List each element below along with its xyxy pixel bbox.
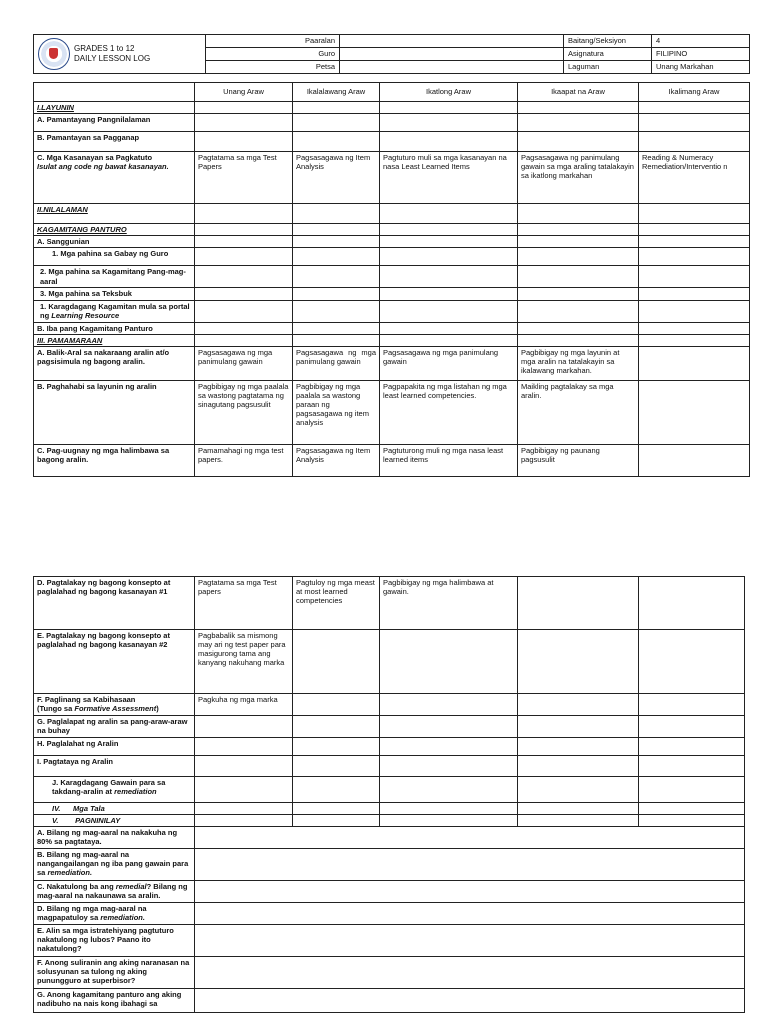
cell-d-day3[interactable]: Pagbibigay ng mga halimbawa at gawain.: [380, 577, 518, 630]
cell-paghahabi-day2[interactable]: Pagbibigay ng mga paalala sa wastong paraan ng pagsasagawa ng item analysis: [293, 380, 380, 444]
colhead-day2: Ikalalawang Araw: [293, 83, 380, 102]
colhead-blank: [34, 83, 195, 102]
row-pagtalakay-1: D. Pagtalakay ng bagong konsepto at paglalahad ng bagong kasanayan #1: [34, 577, 195, 630]
cell-f-day1[interactable]: Pagkuha ng mga marka: [195, 694, 293, 716]
header-table: [33, 34, 750, 74]
row-reflection-b: B. Bilang ng mag-aaral na nangangailangan ng iba pang gawain para sa remediation.: [34, 848, 195, 880]
row-iba-pang: B. Iba pang Kagamitang Panturo: [34, 322, 195, 334]
label-baitang: Baitang/Seksiyon: [564, 35, 652, 48]
cell-paghahabi-day3[interactable]: Pagpapakita ng mga listahan ng mga least learned competencies.: [380, 380, 518, 444]
cell-c-day3[interactable]: Pagtuturo muli sa mga kasanayan na nasa Least Learned Items: [380, 152, 518, 204]
cell-e-day5[interactable]: [639, 630, 745, 694]
row-pamantayang-pangnilalaman: A. Pamantayang Pangnilalaman: [34, 114, 195, 132]
row-pagninilay: V. PAGNINILAY: [34, 815, 195, 827]
cell-c-day2[interactable]: Pagsasagawa ng Item Analysis: [293, 152, 380, 204]
lesson-table-part2: [33, 576, 745, 1013]
row-reflection-c: C. Nakatulong ba ang remedial? Bilang ng mag-aaral na nakaunawa sa aralin.: [34, 880, 195, 902]
cell-e-day4[interactable]: [518, 630, 639, 694]
row-reflection-d: D. Bilang ng mga mag-aaral na magpapatuloy sa remediation.: [34, 902, 195, 924]
cell-balik-day4[interactable]: Pagbibigay ng mga layunin at mga aralin na tatalakayin sa ikalawang markahan.: [518, 346, 639, 380]
row-paglalahat: H. Paglalahat ng Aralin: [34, 738, 195, 756]
value-petsa[interactable]: [340, 61, 564, 74]
value-asignatura[interactable]: FILIPINO: [652, 48, 750, 61]
label-paaralan: Paaralan: [206, 35, 340, 48]
cell-d-day5[interactable]: [639, 577, 745, 630]
lesson-table-part1: [33, 82, 750, 477]
cell-d-day4[interactable]: [518, 577, 639, 630]
value-baitang[interactable]: 4: [652, 35, 750, 48]
cell-ugnay-day5[interactable]: [639, 444, 750, 476]
cell-f-day4[interactable]: [518, 694, 639, 716]
colhead-day4: Ikaapat na Araw: [518, 83, 639, 102]
cell-c-day5[interactable]: Reading & Numeracy Remediation/Interventio n: [639, 152, 750, 204]
cell-f-day5[interactable]: [639, 694, 745, 716]
row-karagdagang-gawain: J. Karagdagang Gawain para sa takdang-aralin at remediation: [34, 777, 195, 803]
colhead-day3: Ikatlong Araw: [380, 83, 518, 102]
kasanayan-label: C. Mga Kasanayan sa Pagkatuto: [37, 153, 153, 163]
row-paglalapat: G. Paglalapat ng aralin sa pang-araw-araw na buhay: [34, 716, 195, 738]
cell-paghahabi-day5[interactable]: [639, 380, 750, 444]
label-laguman: Laguman: [564, 61, 652, 74]
cell-balik-day5[interactable]: [639, 346, 750, 380]
row-balik-aral: A. Balik-Aral sa nakaraang aralin at/o pagsisimula ng bagong aralin.: [34, 346, 195, 380]
deped-seal-icon: [38, 38, 70, 70]
cell-ugnay-day3[interactable]: Pagtuturong muli ng mga nasa least learned items: [380, 444, 518, 476]
section-nilalaman: II.NILALAMAN: [34, 204, 195, 224]
row-teksbuk: 3. Mga pahina sa Teksbuk: [34, 288, 195, 300]
cell-c-day4[interactable]: Pagsasagawa ng panimulang gawain sa mga araling tatalakayin sa ikatlong markahan: [518, 152, 639, 204]
row-sanggunian: A. Sanggunian: [34, 236, 195, 248]
logo-line1: GRADES 1 to 12: [74, 44, 135, 53]
row-kasanayan: [34, 152, 195, 204]
row-reflection-a: A. Bilang ng mag-aaral na nakakuha ng 80% sa pagtataya.: [34, 827, 195, 848]
cell-f-day2[interactable]: [293, 694, 380, 716]
cell-ugnay-day4[interactable]: Pagbibigay ng paunang pagsusulit: [518, 444, 639, 476]
row-gabay-guro: 1. Mga pahina sa Gabay ng Guro: [34, 248, 195, 266]
row-pagtataya: I. Pagtataya ng Aralin: [34, 756, 195, 777]
row-kagamitang-pang: 2. Mga pahina sa Kagamitang Pang-mag-aaral: [34, 266, 195, 288]
section-kagamitang: KAGAMITANG PANTURO: [34, 224, 195, 236]
kasanayan-note: Isulat ang code ng bawat kasanayan.: [37, 162, 169, 172]
section-pamamaraan: III. PAMAMARAAN: [34, 334, 195, 346]
row-reflection-g: G. Anong kagamitang panturo ang aking nadibuho na nais kong ibahagi sa: [34, 988, 195, 1012]
colhead-day5: Ikalimang Araw: [639, 83, 750, 102]
cell-balik-day3[interactable]: Pagsasagawa ng mga panimulang gawain: [380, 346, 518, 380]
section-layunin: I.LAYUNIN: [34, 102, 195, 114]
row-pagtalakay-2: E. Pagtalakay ng bagong konsepto at paglalahad ng bagong kasanayan #2: [34, 630, 195, 694]
cell-paghahabi-day1[interactable]: Pagbibigay ng mga paalala sa wastong pagtatama ng sinagutang pagsusulit: [195, 380, 293, 444]
row-paghahabi: B. Paghahabi sa layunin ng aralin: [34, 380, 195, 444]
logo-line2: DAILY LESSON LOG: [74, 54, 151, 63]
cell-paghahabi-day4[interactable]: Maikling pagtalakay sa mga aralin.: [518, 380, 639, 444]
cell-ugnay-day1[interactable]: Pamamahagi ng mga test papers.: [195, 444, 293, 476]
label-asignatura: Asignatura: [564, 48, 652, 61]
cell-ugnay-day2[interactable]: Pagsasagawa ng Item Analysis: [293, 444, 380, 476]
label-petsa: Petsa: [206, 61, 340, 74]
row-reflection-f: F. Anong suliranin ang aking naranasan na solusyunan sa tulong ng aking punungguro at superbisor?: [34, 956, 195, 988]
row-paglinang: F. Paglinang sa Kabihasaan (Tungo sa Formative Assessment): [34, 694, 195, 716]
cell-d-day2[interactable]: Pagtuloy ng mga meast at most learned competencies: [293, 577, 380, 630]
row-pag-uugnay: C. Pag-uugnay ng mga halimbawa sa bagong aralin.: [34, 444, 195, 476]
logo-cell: [34, 35, 206, 74]
cell-e-day1[interactable]: Pagbabalik sa mismong may ari ng test paper para masigurong tama ang kanyang nakuhang marka: [195, 630, 293, 694]
row-reflection-e: E. Alin sa mga istratehiyang pagtuturo nakatulong ng lubos? Paano ito nakatulong?: [34, 924, 195, 956]
row-mga-tala: IV. Mga Tala: [34, 803, 195, 815]
cell-d-day1[interactable]: Pagtatama sa mga Test papers: [195, 577, 293, 630]
value-guro[interactable]: [340, 48, 564, 61]
cell-e-day2[interactable]: [293, 630, 380, 694]
row-pamantayan-pagganap: B. Pamantayan sa Pagganap: [34, 132, 195, 152]
cell-e-day3[interactable]: [380, 630, 518, 694]
label-guro: Guro: [206, 48, 340, 61]
colhead-day1: Unang Araw: [195, 83, 293, 102]
value-paaralan[interactable]: [340, 35, 564, 48]
cell-balik-day2[interactable]: Pagsasagawa ng mga panimulang gawain: [293, 346, 380, 380]
value-laguman[interactable]: Unang Markahan: [652, 61, 750, 74]
cell-f-day3[interactable]: [380, 694, 518, 716]
row-karagdagang-kagamitan: 1. Karagdagang Kagamitan mula sa portal ng Learning Resource: [34, 300, 195, 322]
cell-c-day1[interactable]: Pagtatama sa mga Test Papers: [195, 152, 293, 204]
cell-balik-day1[interactable]: Pagsasagawa ng mga panimulang gawain: [195, 346, 293, 380]
